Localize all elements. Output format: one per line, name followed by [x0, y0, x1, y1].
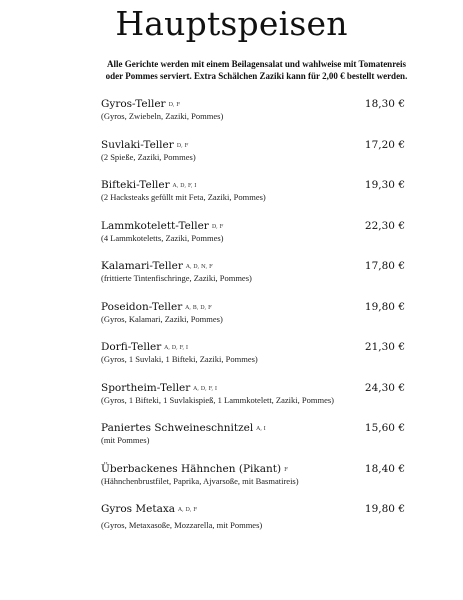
item-description: (frittierte Tintenfischringe, Zaziki, Pommes) [101, 273, 252, 283]
item-price: 22,30 € [364, 219, 405, 232]
item-allergens: A, D, N, F [185, 264, 213, 270]
item-description: (mit Pommes) [101, 435, 150, 445]
item-price: 18,30 € [364, 98, 405, 110]
item-allergens: D, F [211, 223, 224, 230]
item-name: Überbackenes Hähnchen (Pikant) [101, 462, 282, 475]
item-name: Gyros-Teller [101, 98, 166, 110]
intro-line-2: oder Pommes serviert. Extra Schälchen Zaziki kann für 2,00 € bestellt werden. [105, 71, 408, 81]
menu-item-sportheim-teller [101, 381, 411, 422]
item-price: 19,30 € [364, 179, 405, 191]
item-price: 19,80 € [364, 503, 405, 515]
item-name: Gyros Metaxa [101, 503, 176, 515]
item-price: 17,80 € [364, 260, 405, 272]
item-name: Kalamari-Teller [101, 260, 183, 272]
item-price: 21,30 € [364, 341, 405, 353]
intro-line-1: Alle Gerichte werden mit einem Beilagensalat und wahlweise mit Tomatenreis [106, 59, 407, 69]
menu-item-suvlaki-teller [101, 138, 411, 179]
item-description: (Gyros, 1 Bifteki, 1 Suvlakispieß, 1 Lammkotelett, Zaziki, Pommes) [101, 394, 335, 405]
item-allergens: A, I [256, 426, 266, 432]
item-description: (2 Hacksteaks gefüllt mit Feta, Zaziki, Pommes) [101, 192, 266, 202]
item-allergens: A, D, F [178, 507, 198, 513]
item-name: Poseidon-Teller [101, 300, 183, 313]
item-name: Dorfi-Teller [101, 341, 162, 353]
item-price: 17,20 € [364, 138, 405, 151]
item-name: Lammkotelett-Teller [101, 219, 209, 232]
menu-item-gyros-metaxa [101, 502, 411, 543]
menu-item-gyros-teller [101, 97, 411, 138]
item-description: (Hähnchenbrustfilet, Paprika, Ajvarsoße, mit Basmatireis) [101, 475, 299, 486]
item-description: (Gyros, Zwiebeln, Zaziki, Pommes) [101, 111, 224, 121]
menu-list [101, 97, 411, 543]
menu-item-ueberbackenes-haehnchen [101, 462, 411, 503]
item-description: (4 Lammkoteletts, Zaziki, Pommes) [101, 232, 224, 243]
item-description: (Gyros, 1 Suvlaki, 1 Bifteki, Zaziki, Pommes) [101, 354, 258, 364]
item-price: 19,80 € [364, 300, 405, 313]
item-price: 18,40 € [364, 462, 405, 475]
item-price: 15,60 € [364, 422, 405, 434]
menu-item-poseidon-teller [101, 300, 411, 341]
item-allergens: A, D, F, I [172, 183, 197, 189]
item-allergens: D, F [168, 102, 181, 108]
item-description: (Gyros, Kalamari, Zaziki, Pommes) [101, 313, 223, 324]
menu-item-lammkotelett-teller [101, 219, 411, 260]
item-description: (2 Spieße, Zaziki, Pommes) [101, 151, 196, 162]
menu-item-schweineschnitzel [101, 421, 411, 462]
item-allergens: D, F [176, 142, 189, 149]
menu-item-bifteki-teller [101, 178, 411, 219]
item-name: Suvlaki-Teller [101, 138, 174, 151]
item-name: Paniertes Schweineschnitzel [101, 422, 254, 434]
item-price: 24,30 € [364, 381, 405, 394]
item-description: (Gyros, Metaxasoße, Mozzarella, mit Pommes) [101, 520, 263, 530]
item-allergens: A, D, F, I [193, 385, 218, 392]
page-title: Hauptspeisen [115, 4, 348, 43]
item-name: Bifteki-Teller [101, 179, 170, 191]
item-name: Sportheim-Teller [101, 381, 191, 394]
menu-item-dorfi-teller [101, 340, 411, 381]
item-allergens: A, B, D, F [185, 304, 212, 311]
item-allergens: F [284, 466, 288, 473]
item-allergens: A, D, F, I [164, 345, 189, 351]
intro-text [70, 58, 443, 82]
menu-item-kalamari-teller [101, 259, 411, 300]
